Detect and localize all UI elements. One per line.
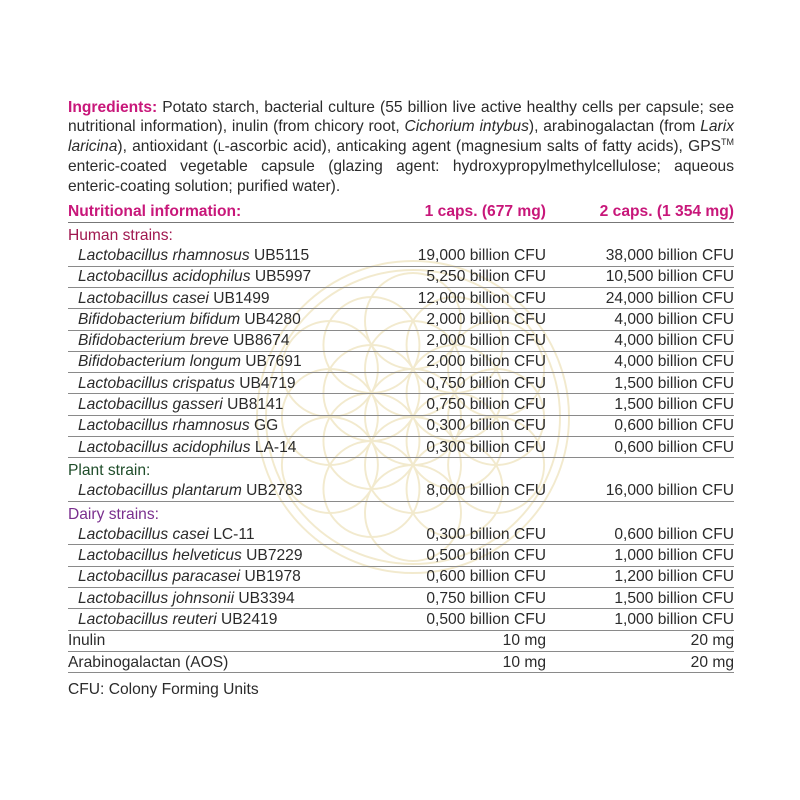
table-row	[68, 351, 734, 372]
strain-name-cell	[68, 415, 393, 436]
strain-code: UB7229	[241, 547, 303, 565]
strain-name: Bifidobacterium longum	[78, 353, 241, 371]
strain-name: Bifidobacterium breve	[78, 332, 229, 350]
strain-name: Lactobacillus gasseri	[78, 396, 223, 414]
value-2caps: 1,500 billion CFU	[546, 373, 734, 394]
strain-code: UB4719	[234, 374, 296, 392]
strain-code: UB5997	[250, 268, 312, 286]
value-2caps: 38,000 billion CFU	[546, 245, 734, 266]
value-1caps: 10 mg	[393, 630, 546, 651]
table-row	[68, 309, 734, 330]
ingredients-text: enteric-coated vegetable capsule (glazing agent: hydroxypropylmethylcellulose; aqueous enteric-coating solution; purified water).	[68, 158, 734, 195]
value-1caps: 0,500 billion CFU	[393, 609, 546, 630]
strain-name-cell	[68, 524, 393, 545]
value-1caps: 2,000 billion CFU	[393, 309, 546, 330]
strain-code: UB2783	[241, 482, 303, 500]
strain-code: UB3394	[234, 589, 295, 607]
value-2caps: 1,200 billion CFU	[546, 566, 734, 587]
ingredients-smallcaps: L	[217, 139, 225, 154]
value-2caps: 1,000 billion CFU	[546, 545, 734, 566]
table-row	[68, 651, 734, 672]
value-1caps: 0,500 billion CFU	[393, 545, 546, 566]
value-1caps: 12,000 billion CFU	[393, 287, 546, 308]
strain-name: Bifidobacterium bifidum	[78, 310, 241, 328]
table-row	[68, 566, 734, 587]
strain-name-cell	[68, 609, 393, 630]
strain-name: Lactobacillus plantarum	[78, 482, 242, 500]
value-1caps: 5,250 billion CFU	[393, 266, 546, 287]
strain-name: Lactobacillus acidophilus	[78, 268, 251, 286]
strain-code: UB5115	[249, 246, 310, 264]
ingredients-italic-2: Larix laricina	[68, 118, 734, 155]
strain-code: UB8674	[228, 332, 290, 350]
value-1caps: 0,750 billion CFU	[393, 588, 546, 609]
strain-name-cell	[68, 330, 393, 351]
header-col-1caps: 1 caps. (677 mg)	[393, 200, 546, 223]
strain-name-cell	[68, 566, 393, 587]
strain-code: LA-14	[250, 438, 297, 456]
human-strains-heading-row	[68, 223, 734, 246]
value-2caps: 16,000 billion CFU	[546, 481, 734, 502]
strain-name: Lactobacillus johnsonii	[78, 589, 235, 607]
ingredients-label: Ingredients:	[68, 99, 158, 116]
value-1caps: 0,750 billion CFU	[393, 373, 546, 394]
strain-name: Lactobacillus casei	[78, 525, 209, 543]
plant-strains-heading-row	[68, 458, 734, 481]
strain-code: UB1978	[240, 568, 301, 586]
strain-name-cell	[68, 309, 393, 330]
strain-name-cell	[68, 373, 393, 394]
ingredients-text: Potato starch, bacterial culture (55 billion live active healthy cells per capsule; see nutritional information), inulin (from chicory root,	[68, 99, 734, 136]
table-row	[68, 630, 734, 651]
strain-code: LC-11	[208, 525, 255, 543]
value-1caps: 0,750 billion CFU	[393, 394, 546, 415]
table-row	[68, 287, 734, 308]
table-header-row	[68, 200, 734, 223]
label-panel	[68, 98, 734, 699]
strain-code: UB7691	[240, 353, 302, 371]
table-row	[68, 481, 734, 502]
ingredients-text: ), arabinogalactan (from	[528, 118, 701, 136]
ingredients-text: -ascorbic acid), anticaking agent (magnesium salts of fatty acids), GPS	[224, 137, 721, 155]
value-2caps: 4,000 billion CFU	[546, 330, 734, 351]
strain-name-cell	[68, 545, 393, 566]
strain-name-cell	[68, 588, 393, 609]
value-2caps: 20 mg	[546, 651, 734, 672]
table-row	[68, 609, 734, 630]
strain-name: Lactobacillus paracasei	[78, 568, 241, 586]
value-2caps: 1,000 billion CFU	[546, 609, 734, 630]
value-1caps: 2,000 billion CFU	[393, 330, 546, 351]
value-2caps: 0,600 billion CFU	[546, 437, 734, 458]
value-2caps: 4,000 billion CFU	[546, 309, 734, 330]
strain-name-cell	[68, 394, 393, 415]
table-row	[68, 330, 734, 351]
strain-name: Lactobacillus casei	[78, 289, 209, 307]
footer-note: CFU: Colony Forming Units	[68, 681, 259, 699]
strain-name-cell	[68, 266, 393, 287]
strain-name-cell	[68, 481, 393, 502]
strain-name: Lactobacillus crispatus	[78, 374, 235, 392]
value-2caps: 20 mg	[546, 630, 734, 651]
value-1caps: 0,300 billion CFU	[393, 524, 546, 545]
strain-name-cell	[68, 287, 393, 308]
table-row	[68, 373, 734, 394]
human-strains-heading: Human strains:	[68, 226, 173, 244]
strain-name: Lactobacillus reuteri	[78, 611, 217, 629]
table-row	[68, 545, 734, 566]
value-2caps: 4,000 billion CFU	[546, 351, 734, 372]
table-row	[68, 394, 734, 415]
trademark-sup: TM	[721, 136, 734, 147]
strain-code: UB4280	[240, 310, 301, 328]
table-row	[68, 245, 734, 266]
strain-name: Lactobacillus rhamnosus	[78, 246, 250, 264]
table-row	[68, 415, 734, 436]
ingredients-paragraph	[68, 98, 734, 196]
value-1caps: 19,000 billion CFU	[393, 245, 546, 266]
strain-code: UB8141	[222, 396, 284, 414]
value-1caps: 0,600 billion CFU	[393, 566, 546, 587]
header-col-2caps: 2 caps. (1 354 mg)	[546, 200, 734, 223]
value-2caps: 0,600 billion CFU	[546, 524, 734, 545]
value-2caps: 1,500 billion CFU	[546, 394, 734, 415]
value-1caps: 10 mg	[393, 651, 546, 672]
strain-code: UB1499	[208, 289, 270, 307]
strain-name: Lactobacillus helveticus	[78, 547, 242, 565]
ingredient-name: Arabinogalactan (AOS)	[68, 651, 393, 672]
ingredients-italic-1: Cichorium intybus	[404, 118, 529, 136]
strain-name: Lactobacillus rhamnosus	[78, 417, 250, 435]
value-1caps: 0,300 billion CFU	[393, 415, 546, 436]
value-2caps: 0,600 billion CFU	[546, 415, 734, 436]
strain-name-cell	[68, 437, 393, 458]
value-1caps: 0,300 billion CFU	[393, 437, 546, 458]
value-2caps: 1,500 billion CFU	[546, 588, 734, 609]
dairy-strains-heading: Dairy strains:	[68, 505, 159, 523]
strain-code: UB2419	[216, 611, 278, 629]
strain-code: GG	[249, 417, 279, 435]
value-2caps: 10,500 billion CFU	[546, 266, 734, 287]
header-label: Nutritional information:	[68, 200, 393, 223]
value-1caps: 2,000 billion CFU	[393, 351, 546, 372]
nutrition-table	[68, 200, 734, 673]
ingredients-text: ), antioxidant (	[117, 137, 218, 155]
value-1caps: 8,000 billion CFU	[393, 481, 546, 502]
table-row	[68, 588, 734, 609]
ingredient-name: Inulin	[68, 630, 393, 651]
plant-strains-heading: Plant strain:	[68, 461, 151, 479]
value-2caps: 24,000 billion CFU	[546, 287, 734, 308]
strain-name-cell	[68, 351, 393, 372]
table-row	[68, 266, 734, 287]
table-row	[68, 524, 734, 545]
strain-name: Lactobacillus acidophilus	[78, 438, 251, 456]
table-row	[68, 437, 734, 458]
strain-name-cell	[68, 245, 393, 266]
dairy-strains-heading-row	[68, 501, 734, 524]
